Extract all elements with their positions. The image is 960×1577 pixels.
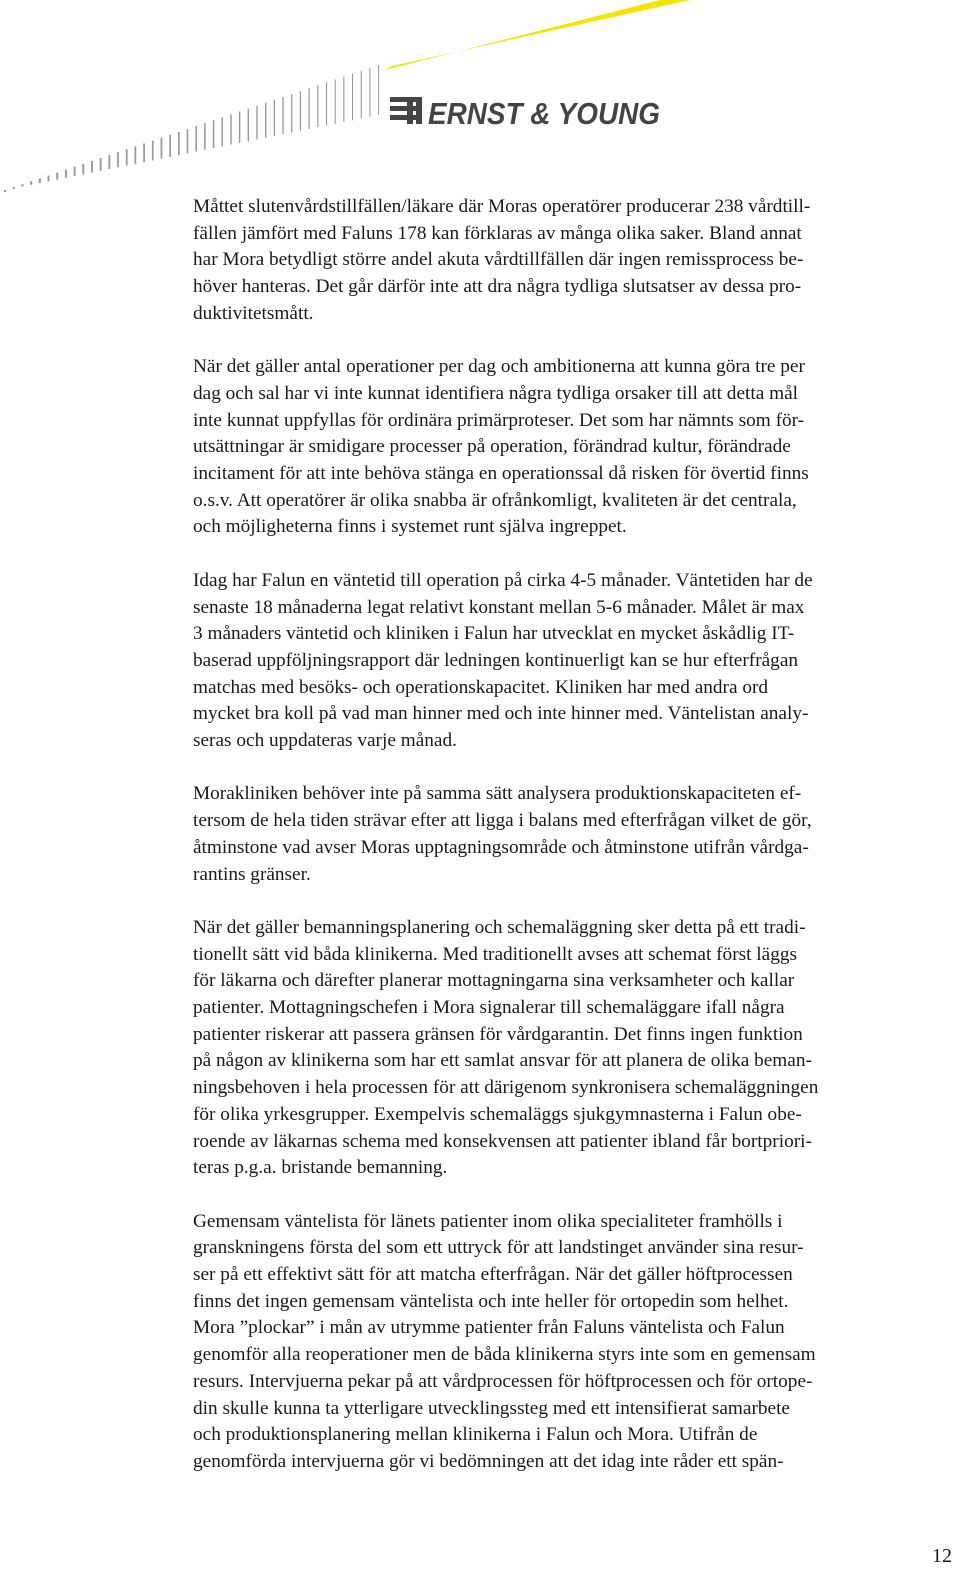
stripe <box>39 178 41 183</box>
stripe <box>143 144 145 163</box>
stripe <box>204 123 206 150</box>
stripe <box>195 126 197 152</box>
stripe <box>91 161 93 173</box>
paragraph <box>193 781 953 888</box>
text-line: o.s.v. Att operatörer är olika snabba är ofrånkomligt, kvaliteten är det centrala, <box>193 489 797 511</box>
stripe <box>256 106 257 140</box>
logo-mark-icon <box>390 97 422 124</box>
stripe <box>74 167 76 176</box>
stripe <box>126 149 128 165</box>
text-line: rantins gränser. <box>193 863 311 885</box>
stripe <box>187 129 189 153</box>
stripe <box>65 170 67 178</box>
stripe <box>222 117 224 146</box>
text-line: dag och sal har vi inte kunnat identifiera några tydliga orsaker till att detta mål <box>193 382 799 404</box>
stripe <box>291 94 292 132</box>
stripe <box>178 132 180 155</box>
text-line: för läkarna och därefter planerar mottagningarna sina verksamheter och kallar <box>193 970 795 992</box>
text-line: baserad uppföljningsrapport där ledningen kontinuerligt kan se hur efterfrågan <box>193 649 799 671</box>
stripe <box>82 164 84 175</box>
page-number: 12 <box>932 1545 952 1567</box>
ernst-young-logo <box>390 96 660 131</box>
text-line: roende av läkarnas schema med konsekvensen att patienter ibland får bortpriori- <box>193 1130 812 1152</box>
text-line: När det gäller bemanningsplanering och schemaläggning sker detta på ett tradi- <box>193 916 806 938</box>
stripe <box>108 155 110 169</box>
stripe <box>335 80 336 124</box>
text-line: Morakliniken behöver inte på samma sätt analysera produktionskapaciteten ef- <box>193 783 802 805</box>
stripe <box>326 82 327 125</box>
text-line: Mora ”plockar” i mån av utrymme patienter från Faluns väntelista och Falun <box>193 1317 785 1339</box>
stripe <box>230 114 231 144</box>
stripe <box>239 112 240 143</box>
text-line: fällen jämfört med Faluns 178 kan förklaras av många olika saker. Bland annat <box>193 222 802 244</box>
text-line: senaste 18 månaderna legat relativt konstant mellan 5-6 månader. Målet är max <box>193 596 805 618</box>
text-line: duktivitetsmått. <box>193 302 314 324</box>
text-line: utsättningar är smidigare processer på operation, förändrad kultur, förändrade <box>193 436 791 458</box>
text-line: ningsbehoven i hela processen för att därigenom synkronisera schemaläggningen <box>193 1077 819 1099</box>
stripe <box>100 158 102 171</box>
paragraph <box>193 568 953 755</box>
decorative-stripes <box>4 65 379 192</box>
text-line: resurs. Intervjuerna pekar på att vårdprocessen för höftprocessen och för ortope- <box>193 1370 813 1392</box>
text-line: seras och uppdateras varje månad. <box>193 730 457 752</box>
text-line: patienter riskerar att passera gränsen för vårdgarantin. Det finns ingen funktion <box>193 1023 803 1045</box>
paragraph <box>193 354 953 541</box>
stripe <box>317 85 318 127</box>
text-line: ser på ett effektivt sätt för att matcha efterfrågan. När det gäller höftprocessen <box>193 1264 793 1286</box>
stripe <box>309 88 310 129</box>
stripe <box>21 184 23 186</box>
text-line: genomför alla reoperationer men de båda klinikerna styrs inte som en gemensam <box>193 1344 816 1366</box>
stripe <box>4 190 6 192</box>
text-line: på någon av klinikerna som har ett samlat ansvar för att planera de olika beman- <box>193 1050 812 1072</box>
text-line: höver hanteras. Det går därför inte att dra några tydliga slutsatser av dessa pro- <box>193 276 802 298</box>
stripe <box>352 74 353 121</box>
document-body <box>193 194 953 1502</box>
text-line: tersom de hela tiden strävar efter att ligga i balans med efterfrågan vilket de gör, <box>193 810 812 832</box>
text-line: incitament för att inte behöva stänga en operationssal då risken för övertid finns <box>193 463 809 485</box>
stripe <box>361 71 362 119</box>
paragraph <box>193 915 953 1182</box>
stripe <box>56 173 58 180</box>
text-line: Idag har Falun en väntetid till operation på cirka 4-5 månader. Väntetiden har de <box>193 569 813 591</box>
text-line: matchas med besöks- och operationskapacitet. Kliniken har med andra ord <box>193 676 769 698</box>
text-line: tionellt sätt vid båda klinikerna. Med traditionellt avses att schemat först läggs <box>193 943 797 965</box>
logo-text: ERNST & YOUNG <box>428 96 660 131</box>
paragraph <box>193 194 953 328</box>
stripe <box>274 100 275 136</box>
text-line: granskningens första del som ett uttryck för att landstinget använder sina resur- <box>193 1237 804 1259</box>
header-svg <box>0 0 960 200</box>
stripe <box>378 65 379 115</box>
text-line: teras p.g.a. bristande bemanning. <box>193 1157 448 1179</box>
stripe <box>300 91 301 131</box>
stripe <box>369 68 370 117</box>
text-line: har Mora betydligt större andel akuta vårdtillfällen där ingen remissprocess be- <box>193 249 804 271</box>
text-line: Måttet slutenvårdstillfällen/läkare där Moras operatörer producerar 238 vårdtill- <box>193 196 811 217</box>
stripe <box>265 103 266 138</box>
text-line: 3 månaders väntetid och kliniken i Falun har utvecklat en mycket åskådlig IT- <box>193 623 795 645</box>
stripe <box>48 176 50 182</box>
text-line: inte kunnat uppfyllas för ordinära primärproteser. Det som har nämnts som för- <box>193 409 805 431</box>
text-line: åtminstone vad avser Moras upptagningsområde och åtminstone utifrån vårdga- <box>193 836 809 858</box>
stripe <box>30 181 32 185</box>
stripe <box>135 146 137 163</box>
text-line: finns det ingen gemensam väntelista och inte heller för ortopedin som helhet. <box>193 1290 789 1312</box>
text-line: och produktionsplanering mellan klinikerna i Falun och Mora. Utifrån de <box>193 1424 758 1446</box>
text-line: patienter. Mottagningschefen i Mora signalerar till schemaläggare ifall några <box>193 997 785 1019</box>
yellow-beam <box>385 0 690 70</box>
stripe <box>152 141 154 161</box>
text-line: genomförda intervjuerna gör vi bedömningen att det idag inte råder ett spän- <box>193 1450 784 1472</box>
text-line: Gemensam väntelista för länets patienter inom olika specialiteter framhölls i <box>193 1210 783 1232</box>
stripe <box>248 109 249 142</box>
stripe <box>13 187 15 189</box>
paragraph <box>193 1209 953 1476</box>
text-line: för olika yrkesgrupper. Exempelvis schemaläggs sjukgymnasterna i Falun obe- <box>193 1103 802 1125</box>
stripe <box>343 77 344 122</box>
text-line: och möjligheterna finns i systemet runt själva ingreppet. <box>193 516 627 538</box>
stripe <box>117 152 119 167</box>
text-line: din skulle kunna ta ytterligare utvecklingssteg med ett intensifierat samarbete <box>193 1397 790 1419</box>
text-line: mycket bra koll på vad man hinner med och inte hinner med. Väntelistan analy- <box>193 703 809 725</box>
header-graphic <box>0 0 960 200</box>
stripe <box>161 138 163 159</box>
text-line: När det gäller antal operationer per dag och ambitionerna att kunna göra tre per <box>193 356 805 378</box>
stripe <box>213 120 215 148</box>
stripe <box>282 97 283 134</box>
stripe <box>169 135 171 157</box>
